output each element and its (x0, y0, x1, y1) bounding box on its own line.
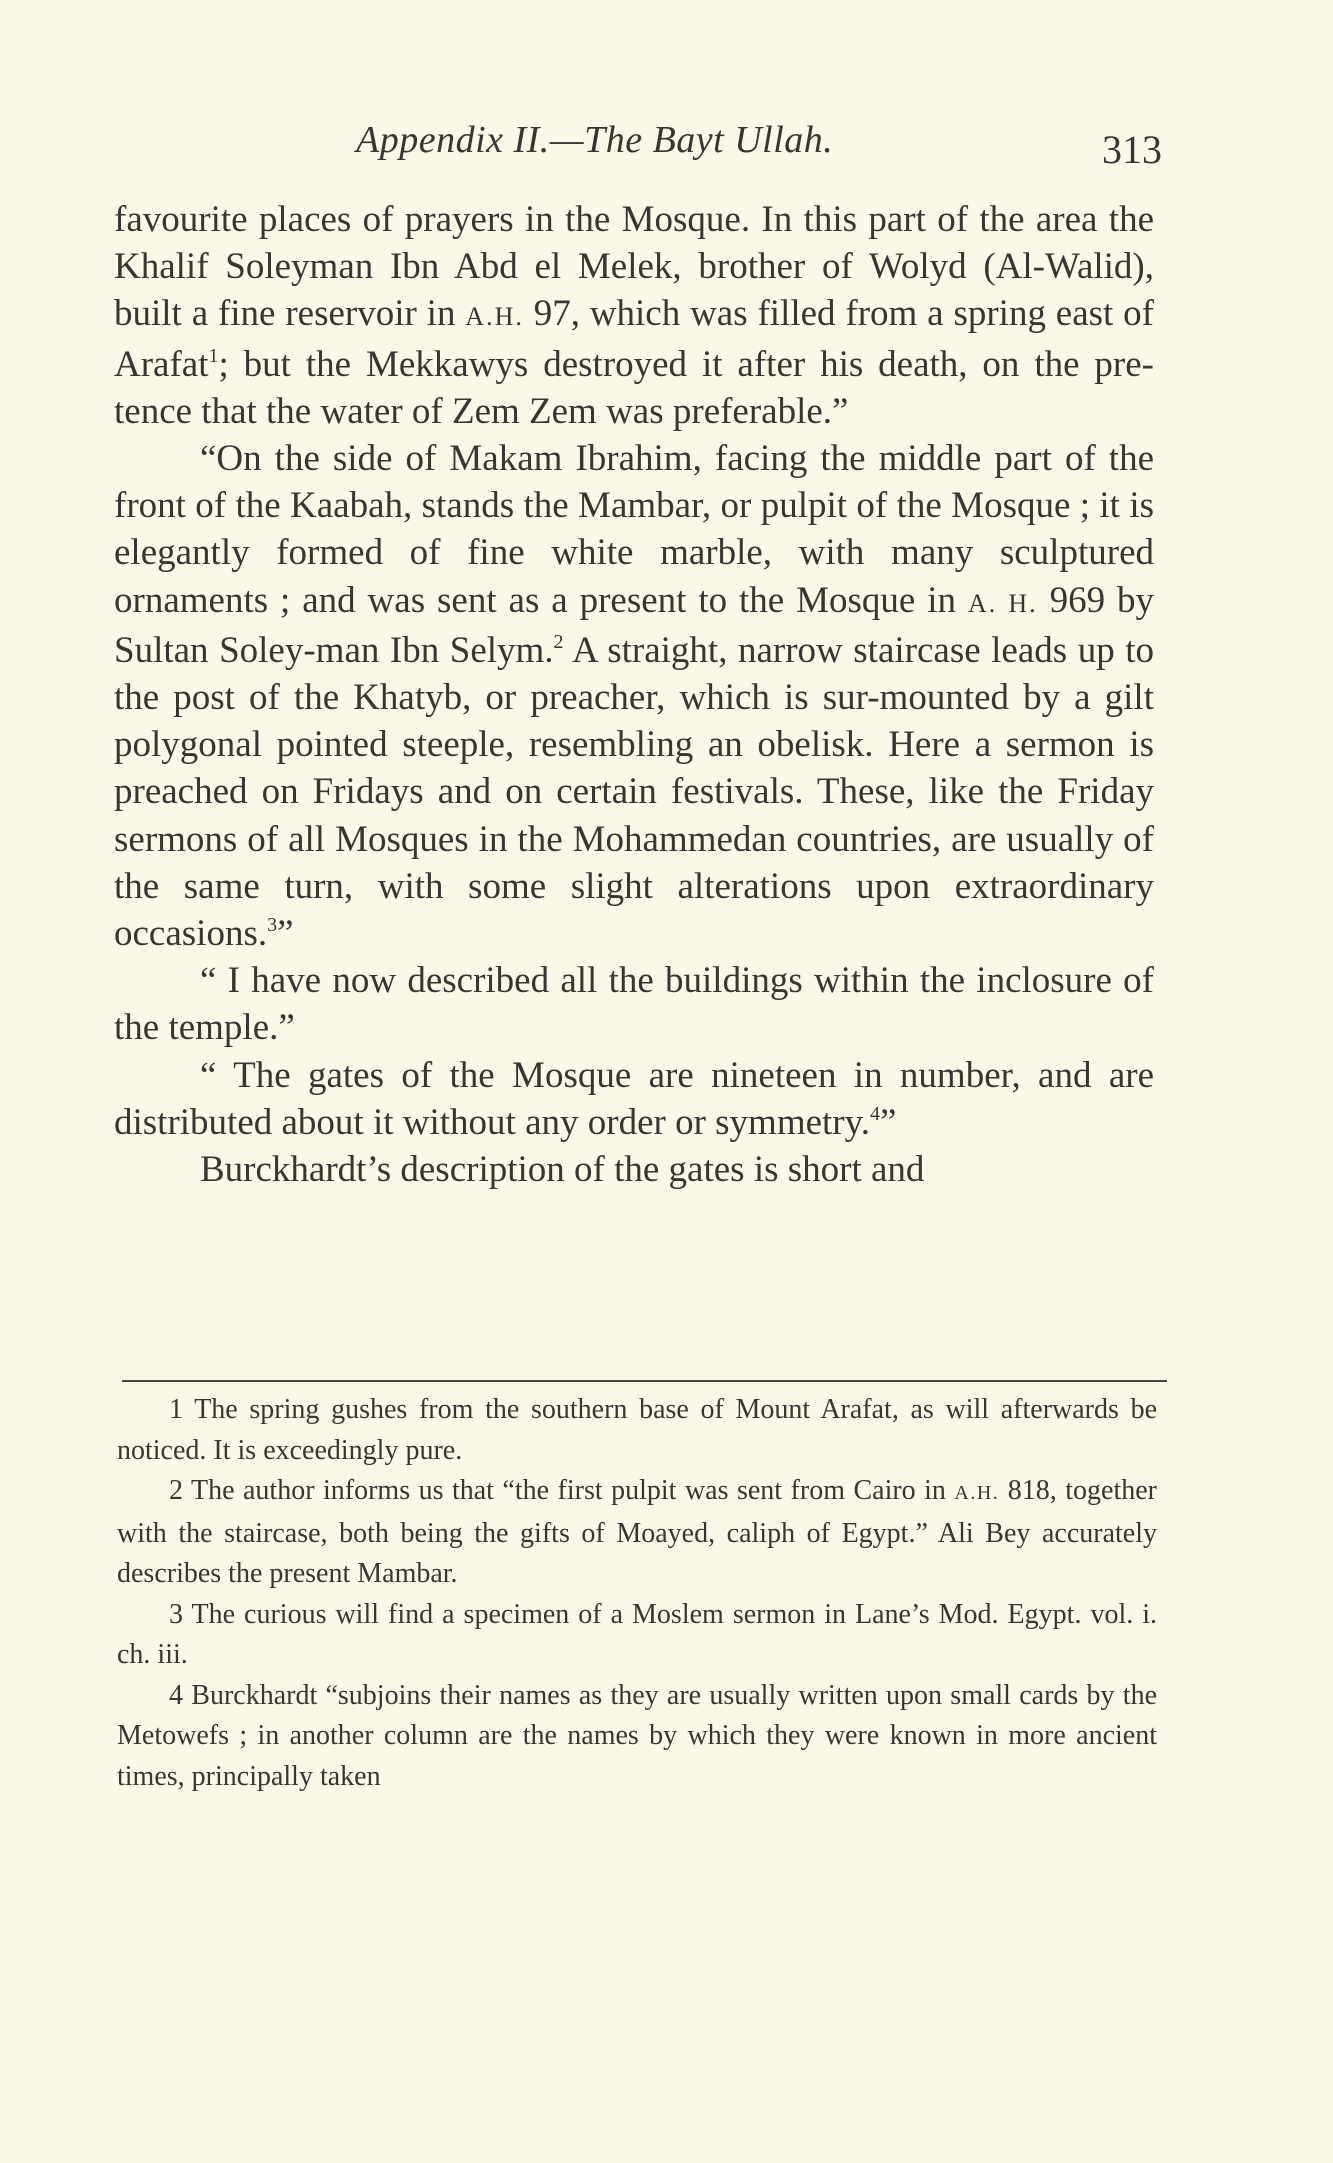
footnotes (117, 1390, 1157, 1797)
paragraph-2 (114, 435, 1154, 957)
footnote-ref-4: 4 (869, 1102, 880, 1125)
text-run: “On the side of Makam Ibrahim, facing the middle part of the front of the Kaabah, stands the Mambar, or pulpit of the Mosque ; it is elegantly formed of fine white marble, with many sculptured ornaments ; and was sent as a present to the Mosque in (114, 438, 1154, 621)
paragraph-5: Burckhardt’s description of the gates is short and (200, 1149, 925, 1191)
text-run: ; but the Mekkawys destroyed it after his death, on the pre-tence that the water of Zem Zem was preferable.” (114, 343, 1154, 432)
footnote-number: 4 (169, 1679, 183, 1711)
body-text (114, 196, 1154, 1193)
footnote-1 (117, 1390, 1157, 1471)
text-run: A straight, narrow staircase leads up to the post of the Khatyb, or preacher, which is sur-mounted by a gilt polygonal pointed steeple, resembling an obelisk. Here a sermon is preached on Fridays and on certain festivals. These, like the Friday sermons of all Mosques in the Mohammedan countries, are usually of the same turn, with some slight alterations upon extraordinary occasions. (114, 629, 1154, 955)
footnote-number: 3 (169, 1598, 183, 1630)
text-run: favourite places of prayers in the Mosque. In this part of the area the Khalif Soleyman Ibn Abd el Melek, brother of Wolyd (Al-Walid), built a fine reservoir in (114, 199, 1154, 335)
footnote-rule (122, 1380, 1167, 1382)
footnote-text: The spring gushes from the southern base of Mount Arafat, as will afterwards be noticed. It is exceedingly pure. (117, 1394, 1157, 1466)
footnote-text: 818, together with the staircase, both being the gifts of Moayed, caliph of Egypt.” Ali Bey accurately describes the present Mambar. (117, 1475, 1157, 1589)
page-header (116, 118, 1162, 178)
paragraph-3: “ I have now described all the buildings within the inclosure of the temple.” (114, 960, 1154, 1049)
footnote-3 (117, 1595, 1157, 1676)
footnote-ref-1: 1 (208, 344, 219, 367)
footnote-4 (117, 1676, 1157, 1798)
era-abbreviation: A. H. (967, 588, 1038, 618)
text-run: ” (879, 1101, 897, 1143)
footnote-text: The author informs us that “the first pulpit was sent from Cairo in (190, 1475, 955, 1506)
footnote-text: The curious will find a specimen of a Moslem sermon in Lane’s Mod. Egypt. vol. i. ch. iii. (117, 1598, 1157, 1670)
era-abbreviation: A.H. (954, 1482, 1000, 1504)
text-run: 969 by Sultan Soley-man Ibn Selym. (114, 579, 1154, 671)
era-abbreviation: A.H. (465, 302, 524, 332)
footnote-ref-2: 2 (553, 630, 564, 653)
footnote-number: 1 (169, 1394, 183, 1425)
text-run: 97, which was filled from a spring east of Arafat (114, 293, 1154, 385)
footnote-ref-3: 3 (267, 914, 278, 937)
text-run: ” (277, 913, 294, 955)
page-number: 313 (1102, 127, 1162, 172)
text-run: “ The gates of the Mosque are nineteen in number, and are distributed about it without any order or symmetry. (114, 1054, 1154, 1143)
running-head: Appendix II.—The Bayt Ullah. (356, 119, 834, 161)
paragraph-4 (114, 1052, 1154, 1146)
footnote-text: Burckhardt “subjoins their names as they are usually written upon small cards by the Metowefs ; in another column are the names by which they were known in more ancient times, principally taken (117, 1679, 1158, 1792)
footnote-2 (117, 1471, 1157, 1595)
footnote-number: 2 (169, 1475, 183, 1506)
paragraph-1 (114, 196, 1154, 435)
